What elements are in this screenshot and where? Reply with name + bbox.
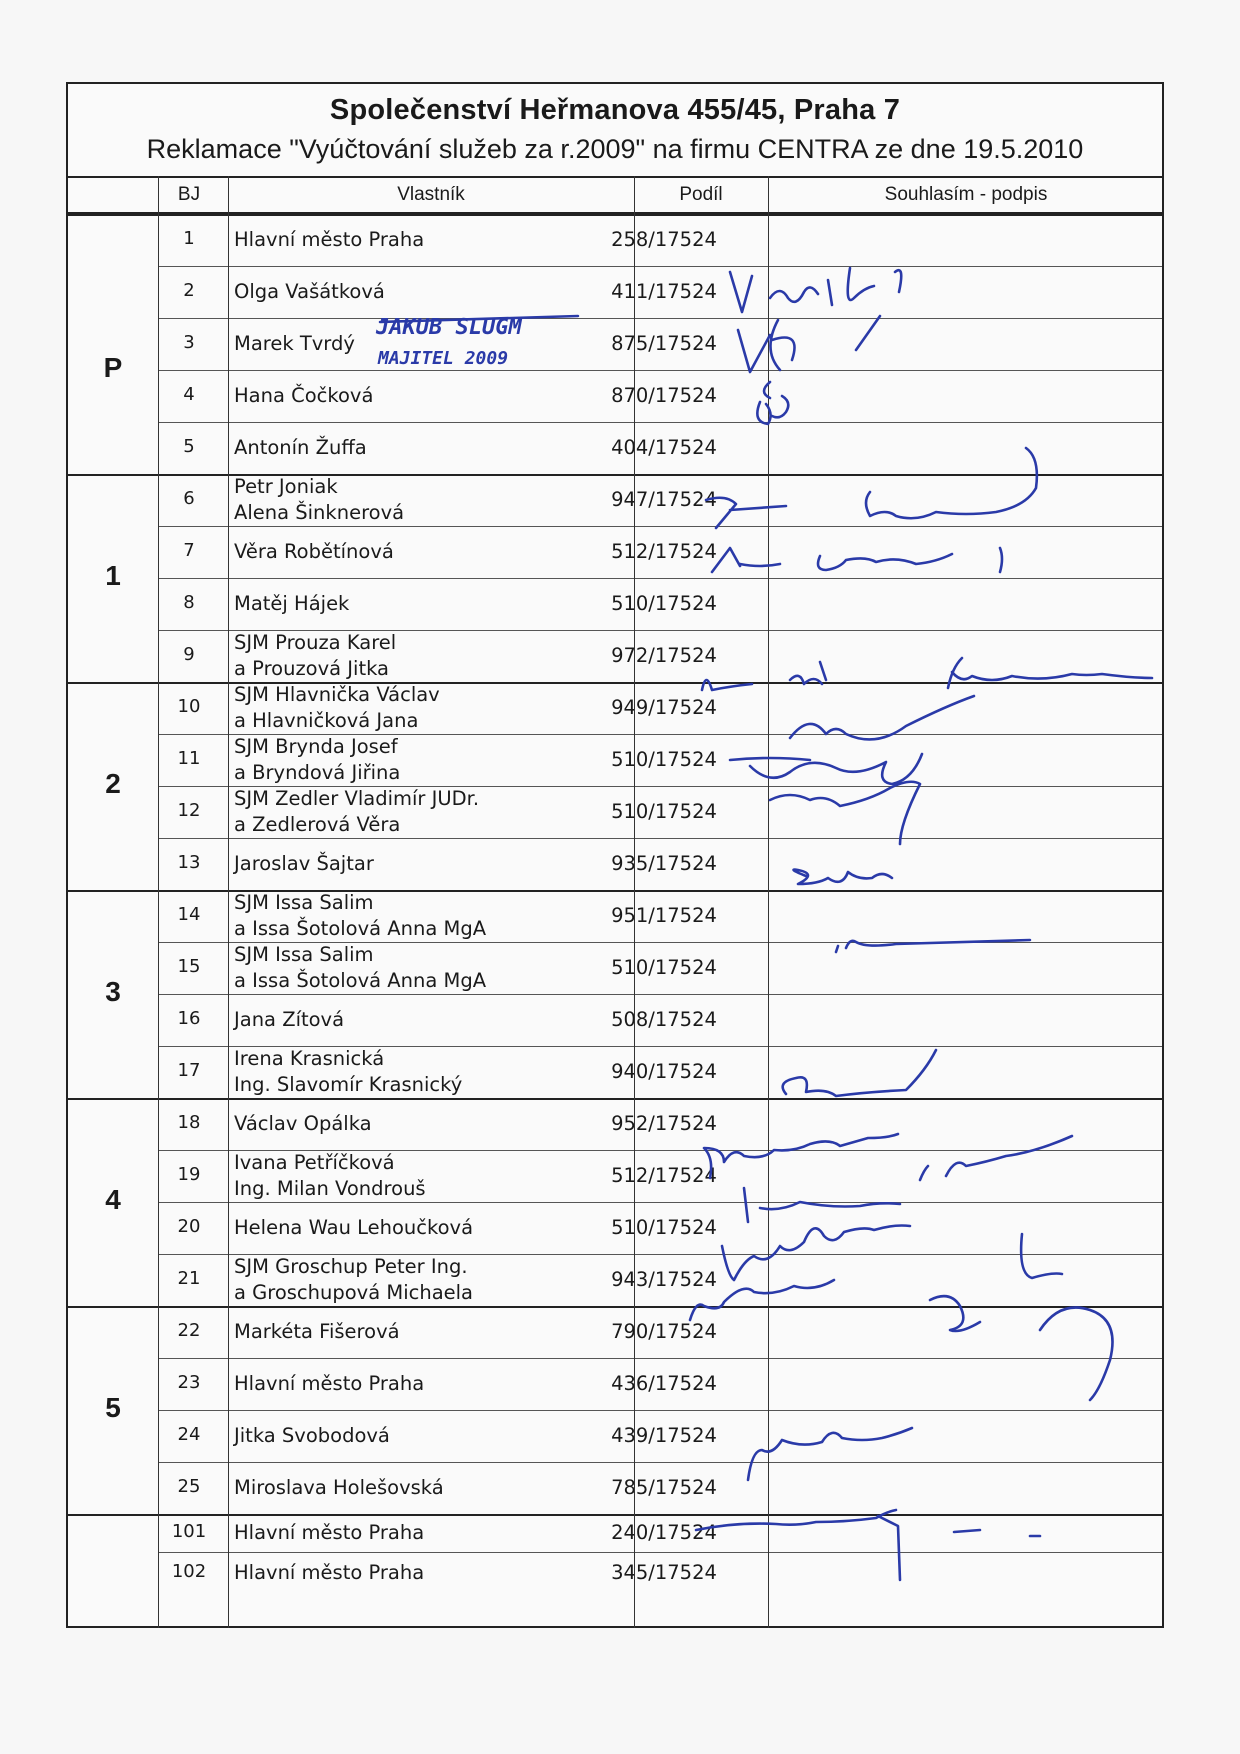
table-row bbox=[68, 526, 1162, 578]
row-divider bbox=[158, 838, 1162, 839]
unit-number: 17 bbox=[177, 1060, 201, 1081]
table-row bbox=[68, 1306, 1162, 1358]
unit-number: 25 bbox=[177, 1476, 201, 1497]
table-row bbox=[68, 474, 1162, 526]
owner-name-line: a Issa Šotolová Anna MgA bbox=[234, 917, 487, 940]
owner-name bbox=[234, 851, 374, 877]
table-row bbox=[68, 682, 1162, 734]
owner-name-line: a Issa Šotolová Anna MgA bbox=[234, 969, 487, 992]
row-divider bbox=[158, 1202, 1162, 1203]
ownership-share: 785/17524 bbox=[611, 1476, 717, 1499]
owner-name bbox=[234, 279, 385, 305]
ownership-share: 510/17524 bbox=[611, 592, 717, 615]
table-row bbox=[68, 630, 1162, 682]
ownership-share: 258/17524 bbox=[611, 228, 717, 251]
ownership-share: 935/17524 bbox=[611, 852, 717, 875]
owner-name bbox=[234, 1475, 444, 1501]
ownership-share: 951/17524 bbox=[611, 904, 717, 927]
owner-name bbox=[234, 1046, 462, 1098]
row-divider bbox=[158, 526, 1162, 527]
table-row bbox=[68, 214, 1162, 266]
row-divider bbox=[158, 1462, 1162, 1463]
owner-name bbox=[234, 474, 404, 526]
owner-name bbox=[234, 786, 479, 838]
owner-name-line: SJM Groschup Peter Ing. bbox=[234, 1255, 468, 1278]
owner-name bbox=[234, 1371, 424, 1397]
owner-name-line: Václav Opálka bbox=[234, 1112, 372, 1135]
unit-number: 8 bbox=[183, 592, 195, 613]
row-divider bbox=[68, 682, 1162, 684]
owner-name-line: Petr Joniak bbox=[234, 475, 338, 498]
ownership-share: 875/17524 bbox=[611, 332, 717, 355]
row-divider bbox=[68, 1306, 1162, 1308]
group-label: 5 bbox=[105, 1392, 121, 1423]
owner-name-line: Ing. Milan Vondrouš bbox=[234, 1177, 426, 1200]
group-label: 2 bbox=[105, 768, 121, 799]
owner-name-line: SJM Issa Salim bbox=[234, 891, 374, 914]
owner-name-line: a Zedlerová Věra bbox=[234, 813, 401, 836]
owner-name-line: Ivana Petříčková bbox=[234, 1151, 395, 1174]
group-label: 3 bbox=[105, 976, 121, 1007]
owner-name bbox=[234, 1111, 372, 1137]
ownership-share: 790/17524 bbox=[611, 1320, 717, 1343]
ownership-share: 510/17524 bbox=[611, 1216, 717, 1239]
unit-number: 11 bbox=[177, 748, 201, 769]
header-owner: Vlastník bbox=[397, 184, 465, 205]
row-divider bbox=[158, 266, 1162, 267]
ownership-share: 949/17524 bbox=[611, 696, 717, 719]
table-row bbox=[68, 578, 1162, 630]
owner-name bbox=[234, 1319, 400, 1345]
group-label: 4 bbox=[105, 1184, 121, 1215]
owner-name bbox=[234, 227, 424, 253]
owner-name-line: a Prouzová Jitka bbox=[234, 657, 390, 680]
column-divider bbox=[768, 176, 769, 1628]
owner-name-line: Markéta Fišerová bbox=[234, 1320, 400, 1343]
owner-name bbox=[234, 942, 486, 994]
document-subtitle: Reklamace "Vyúčtování služeb za r.2009" na firmu CENTRA ze dne 19.5.2010 bbox=[146, 134, 1084, 164]
table-row bbox=[68, 838, 1162, 890]
row-divider bbox=[158, 786, 1162, 787]
table-row bbox=[68, 1150, 1162, 1202]
row-divider bbox=[158, 1410, 1162, 1411]
unit-number: 14 bbox=[177, 904, 201, 925]
owner-name-line: Hlavní město Praha bbox=[234, 1561, 425, 1584]
unit-number: 12 bbox=[177, 800, 201, 821]
row-divider bbox=[158, 734, 1162, 735]
row-divider bbox=[158, 994, 1162, 995]
owner-name-line: Věra Robětínová bbox=[234, 540, 394, 563]
owner-name-line: Hlavní město Praha bbox=[234, 1521, 425, 1544]
owner-name bbox=[234, 1215, 473, 1241]
row-divider bbox=[68, 474, 1162, 476]
ownership-share: 512/17524 bbox=[611, 540, 717, 563]
owner-name-line: Hana Čočková bbox=[234, 384, 374, 407]
row-divider bbox=[158, 1552, 1162, 1553]
ownership-share: 510/17524 bbox=[611, 748, 717, 771]
row-divider bbox=[158, 370, 1162, 371]
row-divider bbox=[158, 318, 1162, 319]
row-divider bbox=[68, 1514, 1162, 1516]
owner-name-line: Jana Zítová bbox=[234, 1008, 345, 1031]
table-row bbox=[68, 786, 1162, 838]
row-divider bbox=[68, 214, 1162, 216]
owner-name-line: Miroslava Holešovská bbox=[234, 1476, 444, 1499]
handwritten-note-line-2: MAJITEL 2009 bbox=[378, 348, 509, 369]
owner-name-line: a Bryndová Jiřina bbox=[234, 761, 401, 784]
unit-number: 13 bbox=[177, 852, 201, 873]
ownership-share: 436/17524 bbox=[611, 1372, 717, 1395]
unit-number: 5 bbox=[183, 436, 195, 457]
owner-name-line: a Hlavničková Jana bbox=[234, 709, 419, 732]
unit-number: 6 bbox=[183, 488, 195, 509]
row-divider bbox=[158, 630, 1162, 631]
row-divider bbox=[158, 578, 1162, 579]
ownership-share: 972/17524 bbox=[611, 644, 717, 667]
ownership-share: 952/17524 bbox=[611, 1112, 717, 1135]
row-divider bbox=[68, 890, 1162, 892]
table-row bbox=[68, 1358, 1162, 1410]
owner-name bbox=[234, 331, 355, 357]
ownership-share: 510/17524 bbox=[611, 800, 717, 823]
row-divider bbox=[68, 1098, 1162, 1100]
unit-number: 16 bbox=[177, 1008, 201, 1029]
table-row bbox=[68, 370, 1162, 422]
owner-name bbox=[234, 1520, 424, 1546]
unit-number: 1 bbox=[183, 228, 195, 249]
column-divider bbox=[634, 176, 635, 1628]
owner-name-line: Marek Tvrdý bbox=[234, 332, 355, 355]
owner-name-line: SJM Brynda Josef bbox=[234, 735, 398, 758]
unit-number: 21 bbox=[177, 1268, 201, 1289]
ownership-share: 345/17524 bbox=[611, 1561, 717, 1584]
unit-number: 19 bbox=[177, 1164, 201, 1185]
table-row bbox=[68, 266, 1162, 318]
header-bj: BJ bbox=[177, 184, 201, 205]
table-row bbox=[68, 318, 1162, 370]
table-row bbox=[68, 1514, 1162, 1552]
table-row bbox=[68, 1552, 1162, 1594]
group-label: 1 bbox=[105, 560, 121, 591]
document-title: Společenství Heřmanova 455/45, Praha 7 bbox=[329, 94, 901, 126]
group-label: P bbox=[103, 352, 123, 383]
owner-name-line: Hlavní město Praha bbox=[234, 228, 425, 251]
owner-name-line: Olga Vašátková bbox=[234, 280, 385, 303]
owner-name-line: Helena Wau Lehoučková bbox=[234, 1216, 474, 1239]
ownership-share: 870/17524 bbox=[611, 384, 717, 407]
owner-name bbox=[234, 1150, 426, 1202]
ownership-share: 943/17524 bbox=[611, 1268, 717, 1291]
unit-number: 15 bbox=[177, 956, 201, 977]
owner-name-line: SJM Zedler Vladimír JUDr. bbox=[234, 787, 480, 810]
owner-name bbox=[234, 1254, 473, 1306]
owner-name bbox=[234, 682, 440, 734]
table-row bbox=[68, 1202, 1162, 1254]
ownership-share: 240/17524 bbox=[611, 1521, 717, 1544]
table-row bbox=[68, 942, 1162, 994]
unit-number: 3 bbox=[183, 332, 195, 353]
owner-name-line: SJM Hlavnička Václav bbox=[234, 683, 440, 706]
column-divider bbox=[158, 176, 159, 1628]
row-divider bbox=[158, 1150, 1162, 1151]
unit-number: 4 bbox=[183, 384, 195, 405]
table-header bbox=[68, 176, 1162, 214]
table-row bbox=[68, 1046, 1162, 1098]
ownership-share: 404/17524 bbox=[611, 436, 717, 459]
table-row bbox=[68, 890, 1162, 942]
ownership-share: 508/17524 bbox=[611, 1008, 717, 1031]
unit-number: 18 bbox=[177, 1112, 201, 1133]
owner-name-line: Antonín Žuffa bbox=[234, 436, 367, 459]
row-divider bbox=[158, 942, 1162, 943]
unit-number: 101 bbox=[171, 1521, 207, 1542]
unit-number: 24 bbox=[177, 1424, 201, 1445]
owner-name bbox=[234, 630, 396, 682]
owner-name bbox=[234, 435, 367, 461]
header-sign: Souhlasím - podpis bbox=[884, 184, 1048, 205]
table-row bbox=[68, 1410, 1162, 1462]
unit-number: 10 bbox=[177, 696, 201, 717]
owner-name bbox=[234, 591, 349, 617]
owner-name-line: Matěj Hájek bbox=[234, 592, 350, 615]
table-row bbox=[68, 422, 1162, 474]
owner-name bbox=[234, 890, 486, 942]
unit-number: 9 bbox=[183, 644, 195, 665]
ownership-share: 512/17524 bbox=[611, 1164, 717, 1187]
owner-name-line: a Groschupová Michaela bbox=[234, 1281, 474, 1304]
unit-number: 2 bbox=[183, 280, 195, 301]
ownership-share: 940/17524 bbox=[611, 1060, 717, 1083]
unit-number: 7 bbox=[183, 540, 195, 561]
owner-name bbox=[234, 1423, 390, 1449]
row-divider bbox=[158, 422, 1162, 423]
owner-name bbox=[234, 734, 400, 786]
unit-number: 102 bbox=[171, 1561, 207, 1582]
ownership-share: 439/17524 bbox=[611, 1424, 717, 1447]
handwritten-note-line-1: JAKUB SLUGM bbox=[376, 315, 522, 340]
owner-name bbox=[234, 383, 373, 409]
table-row bbox=[68, 1098, 1162, 1150]
owner-name-line: Ing. Slavomír Krasnický bbox=[234, 1073, 463, 1096]
owner-name-line: Hlavní město Praha bbox=[234, 1372, 425, 1395]
unit-number: 20 bbox=[177, 1216, 201, 1237]
ownership-share: 510/17524 bbox=[611, 956, 717, 979]
ownership-share: 947/17524 bbox=[611, 488, 717, 511]
owner-name-line: SJM Issa Salim bbox=[234, 943, 374, 966]
column-divider bbox=[228, 176, 229, 1628]
owner-name bbox=[234, 1007, 344, 1033]
row-divider bbox=[158, 1358, 1162, 1359]
owner-name-line: Alena Šinknerová bbox=[234, 501, 405, 524]
unit-number: 23 bbox=[177, 1372, 201, 1393]
title-block bbox=[68, 84, 1162, 178]
signature-sheet bbox=[66, 82, 1164, 1628]
owner-name bbox=[234, 1560, 424, 1586]
owner-name-line: SJM Prouza Karel bbox=[234, 631, 397, 654]
row-divider bbox=[158, 1254, 1162, 1255]
unit-number: 22 bbox=[177, 1320, 201, 1341]
owner-name-line: Irena Krasnická bbox=[234, 1047, 385, 1070]
owner-name-line: Jaroslav Šajtar bbox=[234, 852, 374, 875]
table-row bbox=[68, 734, 1162, 786]
row-divider bbox=[158, 1046, 1162, 1047]
owner-name bbox=[234, 539, 394, 565]
table-row bbox=[68, 1462, 1162, 1514]
owner-name-line: Jitka Svobodová bbox=[234, 1424, 390, 1447]
table-row bbox=[68, 994, 1162, 1046]
ownership-share: 411/17524 bbox=[611, 280, 717, 303]
header-share: Podíl bbox=[679, 184, 723, 205]
table-row bbox=[68, 1254, 1162, 1306]
